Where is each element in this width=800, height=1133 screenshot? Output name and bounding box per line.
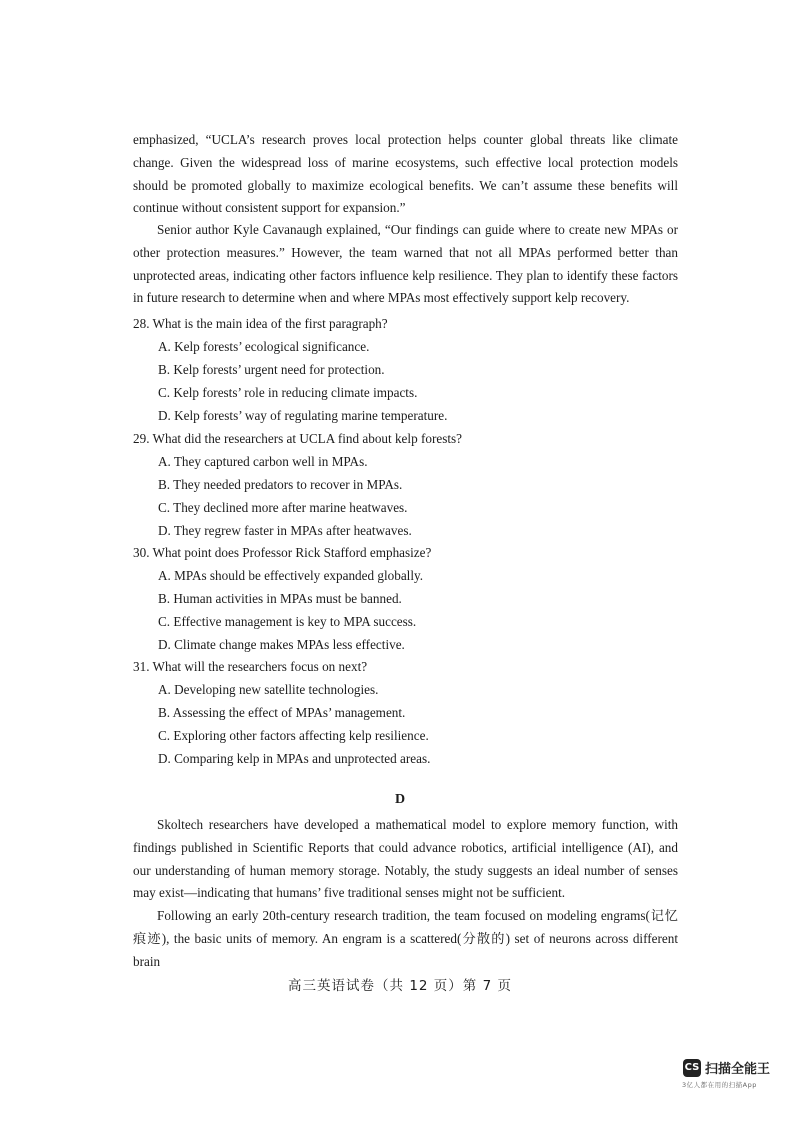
- section-d-heading: D: [394, 792, 406, 807]
- question-28-option-a: A. Kelp forests’ ecological significance.: [158, 339, 370, 354]
- passage-c-paragraph-last-text: Senior author Kyle Cavanaugh explained, “Our findings can guide where to create new MPAs or other protection measures.” However, the team warned that not all MPAs performed better than unprotected areas, indicating other factors influence kelp resilience. They plan to identify these factors in future research to determine when and where MPAs most effectively support kelp recovery.: [133, 222, 678, 306]
- question-29-stem: 29. What did the researchers at UCLA find about kelp forests?: [133, 431, 462, 446]
- passage-d-paragraph-1-text: Skoltech researchers have developed a mathematical model to explore memory function, with findings published in Scientific Reports that could advance robotics, artificial intelligence (AI), and our understanding of human memory storage. Notably, the study suggests an ideal number of senses may exist—indicating that humans’ five traditional senses might not be sufficient.: [133, 817, 678, 901]
- question-30-option-d: D. Climate change makes MPAs less effective.: [158, 637, 405, 652]
- question-31-option-a: A. Developing new satellite technologies.: [158, 682, 379, 697]
- question-31-option-b: B. Assessing the effect of MPAs’ management.: [158, 705, 406, 720]
- passage-c-paragraph-last: [133, 219, 678, 310]
- question-28-option-d: D. Kelp forests’ way of regulating marine temperature.: [158, 408, 448, 423]
- question-30-stem: 30. What point does Professor Rick Stafford emphasize?: [133, 545, 432, 560]
- question-30-option-b: B. Human activities in MPAs must be banned.: [158, 591, 402, 606]
- passage-c-paragraph-end-text: emphasized, “UCLA’s research proves local protection helps counter global threats like climate change. Given the widespread loss of marine ecosystems, such effective local protection models should be promoted globally to maximize ecological benefits. We can’t assume these benefits will continue without consistent support for expansion.”: [133, 132, 678, 216]
- watermark-brand: 扫描全能王: [705, 1062, 771, 1077]
- passage-d-paragraph-2-text: Following an early 20th-century research tradition, the team focused on modeling engrams(记忆痕迹), the basic units of memory. An engram is a scattered(分散的) set of neurons across different brain: [133, 908, 678, 969]
- question-29-option-c: C. They declined more after marine heatwaves.: [158, 500, 408, 515]
- question-30-option-c: C. Effective management is key to MPA success.: [158, 614, 417, 629]
- question-28-stem: 28. What is the main idea of the first paragraph?: [133, 316, 388, 331]
- camscanner-logo-icon: CS: [683, 1059, 701, 1077]
- question-29-option-d: D. They regrew faster in MPAs after heatwaves.: [158, 523, 412, 538]
- question-31-stem: 31. What will the researchers focus on next?: [133, 659, 368, 674]
- question-30-option-a: A. MPAs should be effectively expanded globally.: [158, 568, 424, 583]
- question-28-option-b: B. Kelp forests’ urgent need for protection.: [158, 362, 385, 377]
- passage-d-paragraph-1: [133, 814, 678, 905]
- passage-c-paragraph-end: [133, 129, 678, 220]
- question-31-option-d: D. Comparing kelp in MPAs and unprotected areas.: [158, 751, 431, 766]
- question-29-option-a: A. They captured carbon well in MPAs.: [158, 454, 368, 469]
- question-31-option-c: C. Exploring other factors affecting kelp resilience.: [158, 728, 429, 743]
- passage-d-paragraph-2: [133, 905, 678, 973]
- question-29-option-b: B. They needed predators to recover in MPAs.: [158, 477, 403, 492]
- question-28-option-c: C. Kelp forests’ role in reducing climate impacts.: [158, 385, 418, 400]
- scanner-watermark: [683, 1058, 770, 1077]
- watermark-tagline: 3亿人都在用的扫描App: [682, 1081, 757, 1089]
- page-footer: 高三英语试卷（共 12 页）第 7 页: [288, 978, 512, 994]
